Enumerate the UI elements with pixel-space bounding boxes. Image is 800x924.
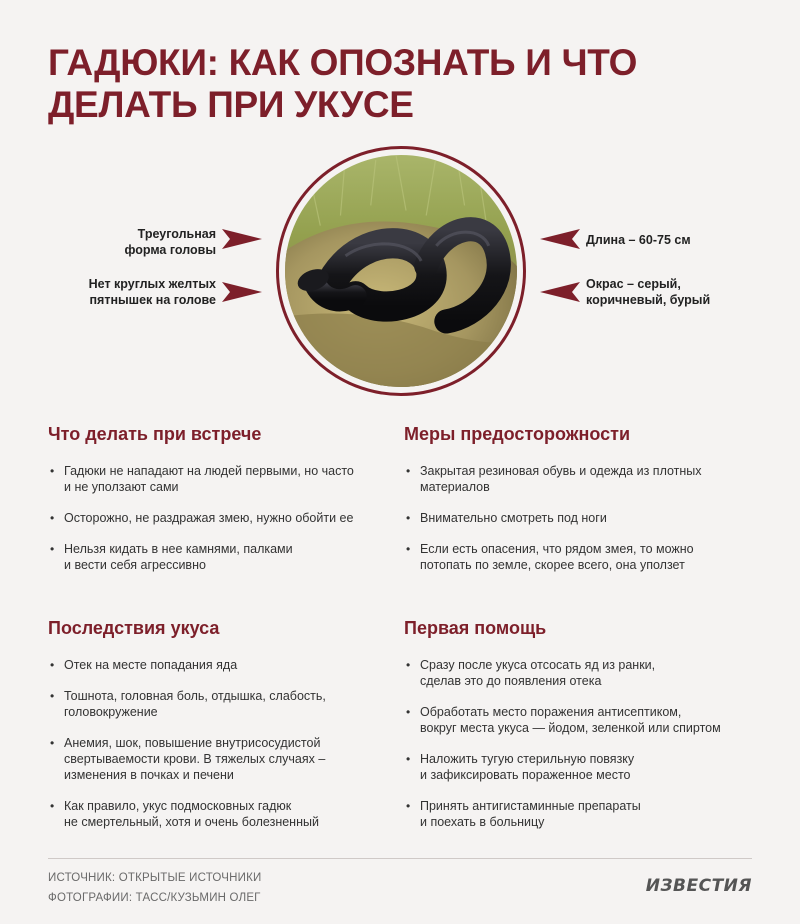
- section-title: Что делать при встрече: [48, 424, 262, 444]
- list-item-line: головокружение: [64, 705, 158, 719]
- section-list: [404, 657, 744, 830]
- section-list: [48, 657, 388, 830]
- list-item: [404, 463, 744, 495]
- section-list: [404, 463, 744, 573]
- section-precautions: [404, 424, 744, 588]
- bullet-icon: •: [50, 542, 55, 556]
- list-item-line: потопать по земле, скорее всего, она уползет: [420, 558, 685, 572]
- section-title: Меры предосторожности: [404, 424, 631, 444]
- list-item-line: и не уползают сами: [64, 480, 179, 494]
- list-item: [404, 798, 744, 830]
- list-item-line: вокруг места укуса — йодом, зеленкой или спиртом: [420, 721, 721, 735]
- list-item-line: Если есть опасения, что рядом змея, то можно: [420, 542, 694, 556]
- list-item-line: Отек на месте попадания яда: [64, 658, 238, 672]
- section-title: Первая помощь: [404, 618, 547, 638]
- annotation-length: Длина – 60-75 см: [586, 233, 691, 247]
- viper-photo: [285, 155, 517, 387]
- list-item-line: Нельзя кидать в нее камнями, палками: [64, 542, 293, 556]
- bullet-icon: •: [50, 464, 55, 478]
- footer-photos: ФОТОГРАФИИ: ТАСС/КУЗЬМИН ОЛЕГ: [48, 892, 261, 904]
- list-item-line: изменения в почках и печени: [64, 768, 234, 782]
- section-list: [48, 463, 388, 573]
- arrow-pointer-icon: [222, 282, 262, 302]
- list-item: [404, 657, 744, 689]
- bullet-icon: •: [50, 511, 55, 525]
- list-item-line: Наложить тугую стерильную повязку: [420, 752, 635, 766]
- list-item: [48, 657, 388, 673]
- list-item-line: Обработать место поражения антисептиком,: [420, 705, 682, 719]
- bullet-icon: •: [406, 658, 411, 672]
- bullet-icon: •: [50, 736, 55, 750]
- list-item: [48, 798, 388, 830]
- list-item-line: материалов: [420, 480, 490, 494]
- arrow-pointer-icon: [540, 229, 580, 249]
- bullet-icon: •: [406, 464, 411, 478]
- annotation-head-shape: Треугольная форма головы: [124, 227, 216, 257]
- annotation-color: Окрас – серый, коричневый, бурый: [586, 277, 711, 307]
- arrow-pointer-icon: [540, 282, 580, 302]
- list-item-line: Анемия, шок, повышение внутрисосудистой: [64, 736, 321, 750]
- list-item-line: и вести себя агрессивно: [64, 558, 206, 572]
- bullet-icon: •: [406, 752, 411, 766]
- viper-photo-frame: [276, 146, 526, 396]
- list-item: [48, 510, 388, 526]
- list-item: [48, 688, 388, 720]
- page-title: ГАДЮКИ: КАК ОПОЗНАТЬ И ЧТО ДЕЛАТЬ ПРИ УКУСЕ: [48, 42, 638, 125]
- annotation-no-spots: Нет круглых желтых пятнышек на голове: [88, 277, 216, 307]
- izvestia-logo: ИЗВЕСТИЯ: [645, 876, 752, 896]
- section-meeting: [48, 424, 388, 588]
- list-item-line: Принять антигистаминные препараты: [420, 799, 641, 813]
- list-item-line: Осторожно, не раздражая змею, нужно обойти ее: [64, 511, 354, 525]
- list-item: [404, 751, 744, 783]
- list-item: [404, 541, 744, 573]
- list-item-line: и зафиксировать пораженное место: [420, 768, 631, 782]
- bullet-icon: •: [406, 511, 411, 525]
- bullet-icon: •: [406, 542, 411, 556]
- list-item-line: Гадюки не нападают на людей первыми, но часто: [64, 464, 354, 478]
- list-item-line: Как правило, укус подмосковных гадюк: [64, 799, 292, 813]
- bullet-icon: •: [406, 799, 411, 813]
- bullet-icon: •: [50, 799, 55, 813]
- section-first-aid: [404, 618, 744, 845]
- bullet-icon: •: [406, 705, 411, 719]
- list-item-line: Сразу после укуса отсосать яд из ранки,: [420, 658, 656, 672]
- arrow-pointer-icon: [222, 229, 262, 249]
- footer-source: ИСТОЧНИК: ОТКРЫТЫЕ ИСТОЧНИКИ: [48, 872, 262, 884]
- list-item-line: Закрытая резиновая обувь и одежда из плотных: [420, 464, 702, 478]
- section-consequences: [48, 618, 388, 845]
- list-item-line: свертываемости крови. В тяжелых случаях –: [64, 752, 326, 766]
- list-item-line: Внимательно смотреть под ноги: [420, 511, 607, 525]
- list-item: [404, 510, 744, 526]
- footer-divider: [48, 858, 752, 859]
- list-item: [48, 541, 388, 573]
- section-title: Последствия укуса: [48, 618, 220, 638]
- list-item-line: и поехать в больницу: [420, 815, 545, 829]
- list-item-line: Тошнота, головная боль, отдышка, слабость,: [64, 689, 326, 703]
- list-item: [48, 735, 388, 783]
- list-item: [404, 704, 744, 736]
- list-item-line: не смертельный, хотя и очень болезненный: [64, 815, 319, 829]
- list-item-line: сделав это до появления отека: [420, 674, 602, 688]
- bullet-icon: •: [50, 658, 55, 672]
- bullet-icon: •: [50, 689, 55, 703]
- list-item: [48, 463, 388, 495]
